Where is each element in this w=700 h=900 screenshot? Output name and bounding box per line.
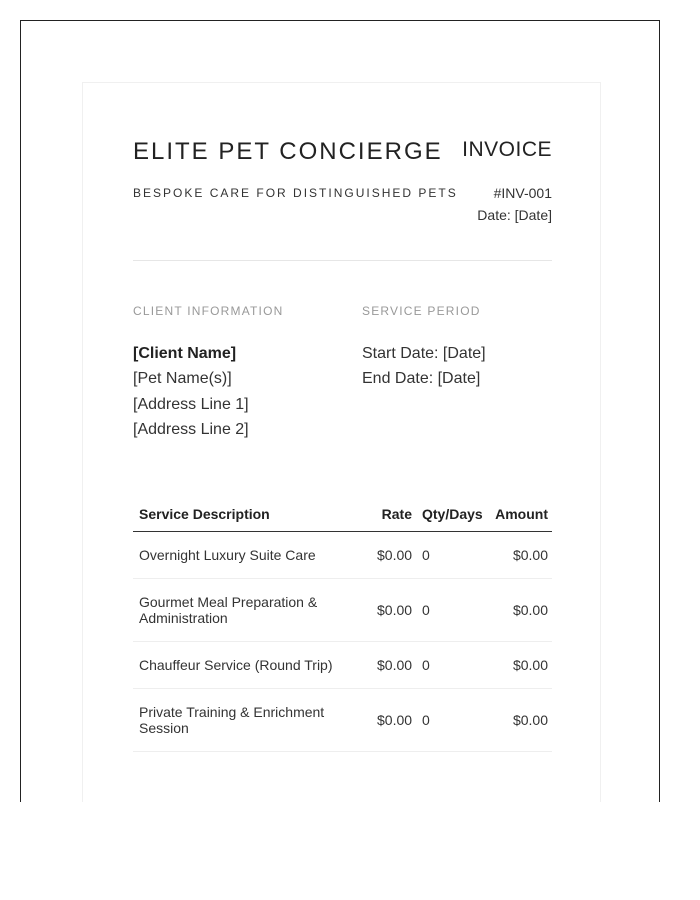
header-description: Service Description [133,496,371,532]
table-row [133,532,552,579]
address-line-2: [Address Line 2] [133,420,249,438]
row-amount: $0.00 [488,642,552,689]
invoice-number: #INV-001 [493,185,552,201]
row-amount: $0.00 [488,689,552,752]
row-description: Private Training & Enrichment Session [133,689,371,752]
services-table [133,496,552,752]
end-date: End Date: [Date] [362,370,481,388]
row-qty: 0 [416,532,488,579]
row-rate: $0.00 [371,689,416,752]
client-name: [Client Name] [133,345,237,362]
client-info-label: CLIENT INFORMATION [133,304,284,318]
header-amount: Amount [488,496,552,532]
header-divider [133,260,552,261]
row-description: Chauffeur Service (Round Trip) [133,642,371,689]
service-period-label: SERVICE PERIOD [362,304,481,318]
row-rate: $0.00 [371,642,416,689]
table-row [133,689,552,752]
invoice-sheet [82,82,601,802]
row-qty: 0 [416,689,488,752]
address-line-1: [Address Line 1] [133,395,249,413]
brand-tagline: BESPOKE CARE FOR DISTINGUISHED PETS [133,186,458,200]
start-date: Start Date: [Date] [362,345,486,362]
client-info [133,341,249,442]
row-qty: 0 [416,579,488,642]
pet-names: [Pet Name(s)] [133,370,232,388]
table-row [133,579,552,642]
document-frame [20,20,660,802]
header-rate: Rate [371,496,416,532]
service-period [362,341,486,392]
row-qty: 0 [416,642,488,689]
invoice-date: Date: [Date] [477,207,552,223]
row-description: Gourmet Meal Preparation & Administration [133,579,371,642]
brand-name: ELITE PET CONCIERGE [133,138,443,165]
table-row [133,642,552,689]
row-amount: $0.00 [488,579,552,642]
row-amount: $0.00 [488,532,552,579]
row-rate: $0.00 [371,532,416,579]
row-rate: $0.00 [371,579,416,642]
header-qty: Qty/Days [416,496,488,532]
document-title: INVOICE [462,138,552,161]
row-description: Overnight Luxury Suite Care [133,532,371,579]
table-header-row [133,496,552,532]
